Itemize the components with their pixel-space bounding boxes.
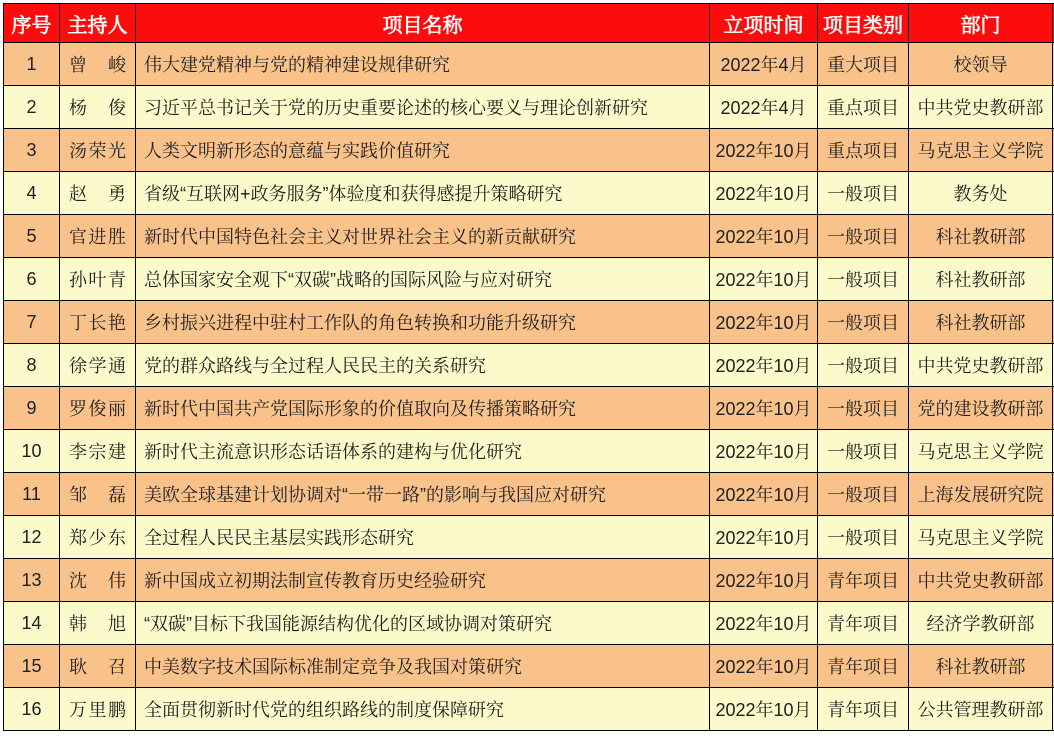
cell-dept: 中共党史教研部	[909, 344, 1053, 387]
cell-dept: 中共党史教研部	[909, 86, 1053, 129]
cell-date: 2022年4月	[710, 86, 818, 129]
cell-project: 人类文明新形态的意蕴与实践价值研究	[136, 129, 710, 172]
table-row	[4, 86, 1054, 129]
cell-category: 一般项目	[818, 172, 909, 215]
cell-project: 乡村振兴进程中驻村工作队的角色转换和功能升级研究	[136, 301, 710, 344]
header-cell-no: 序号	[4, 4, 60, 43]
table-row	[4, 172, 1054, 215]
cell-no: 13	[4, 559, 60, 602]
cell-category: 一般项目	[818, 473, 909, 516]
cell-no: 12	[4, 516, 60, 559]
cell-category: 一般项目	[818, 258, 909, 301]
table-row	[4, 258, 1054, 301]
cell-date: 2022年10月	[710, 344, 818, 387]
cell-dept: 校领导	[909, 43, 1053, 86]
table-row	[4, 43, 1054, 86]
cell-category: 一般项目	[818, 344, 909, 387]
cell-no: 6	[4, 258, 60, 301]
cell-dept: 马克思主义学院	[909, 430, 1053, 473]
cell-project: 新时代中国特色社会主义对世界社会主义的新贡献研究	[136, 215, 710, 258]
cell-dept: 党的建设教研部	[909, 387, 1053, 430]
cell-category: 重点项目	[818, 129, 909, 172]
cell-no: 7	[4, 301, 60, 344]
cell-date: 2022年10月	[710, 473, 818, 516]
cell-dept: 马克思主义学院	[909, 129, 1053, 172]
cell-host: 曾峻	[60, 43, 136, 86]
table-row	[4, 215, 1054, 258]
cell-project: 新中国成立初期法制宣传教育历史经验研究	[136, 559, 710, 602]
cell-date: 2022年10月	[710, 559, 818, 602]
cell-category: 青年项目	[818, 559, 909, 602]
projects-table	[3, 3, 1054, 731]
header-cell-host: 主持人	[60, 4, 136, 43]
cell-date: 2022年10月	[710, 430, 818, 473]
cell-host: 万里鹏	[60, 688, 136, 731]
cell-host: 杨俊	[60, 86, 136, 129]
cell-dept: 科社教研部	[909, 215, 1053, 258]
cell-project: 总体国家安全观下“双碳”战略的国际风险与应对研究	[136, 258, 710, 301]
cell-host: 官进胜	[60, 215, 136, 258]
table-row	[4, 430, 1054, 473]
cell-date: 2022年10月	[710, 301, 818, 344]
cell-category: 青年项目	[818, 602, 909, 645]
cell-category: 一般项目	[818, 430, 909, 473]
cell-dept: 马克思主义学院	[909, 516, 1053, 559]
header-cell-category: 项目类别	[818, 4, 909, 43]
cell-date: 2022年10月	[710, 688, 818, 731]
cell-category: 一般项目	[818, 215, 909, 258]
cell-project: 全面贯彻新时代党的组织路线的制度保障研究	[136, 688, 710, 731]
cell-dept: 上海发展研究院	[909, 473, 1053, 516]
cell-no: 3	[4, 129, 60, 172]
table-row	[4, 602, 1054, 645]
cell-host: 沈伟	[60, 559, 136, 602]
cell-date: 2022年10月	[710, 602, 818, 645]
cell-project: 伟大建党精神与党的精神建设规律研究	[136, 43, 710, 86]
cell-host: 郑少东	[60, 516, 136, 559]
cell-project: “双碳”目标下我国能源结构优化的区域协调对策研究	[136, 602, 710, 645]
cell-dept: 科社教研部	[909, 258, 1053, 301]
cell-dept: 公共管理教研部	[909, 688, 1053, 731]
projects-table-sheet	[3, 3, 1054, 731]
cell-project: 党的群众路线与全过程人民民主的关系研究	[136, 344, 710, 387]
cell-project: 新时代中国共产党国际形象的价值取向及传播策略研究	[136, 387, 710, 430]
cell-host: 徐学通	[60, 344, 136, 387]
cell-project: 中美数字技术国际标准制定竞争及我国对策研究	[136, 645, 710, 688]
cell-host: 赵勇	[60, 172, 136, 215]
cell-dept: 经济学教研部	[909, 602, 1053, 645]
cell-no: 15	[4, 645, 60, 688]
cell-host: 邹磊	[60, 473, 136, 516]
cell-date: 2022年10月	[710, 516, 818, 559]
cell-no: 9	[4, 387, 60, 430]
cell-no: 16	[4, 688, 60, 731]
cell-date: 2022年10月	[710, 387, 818, 430]
cell-date: 2022年10月	[710, 645, 818, 688]
cell-dept: 中共党史教研部	[909, 559, 1053, 602]
cell-host: 韩旭	[60, 602, 136, 645]
cell-host: 李宗建	[60, 430, 136, 473]
table-row	[4, 301, 1054, 344]
table-row	[4, 559, 1054, 602]
cell-project: 全过程人民民主基层实践形态研究	[136, 516, 710, 559]
cell-host: 罗俊丽	[60, 387, 136, 430]
cell-no: 5	[4, 215, 60, 258]
header-cell-date: 立项时间	[710, 4, 818, 43]
cell-category: 一般项目	[818, 387, 909, 430]
cell-no: 8	[4, 344, 60, 387]
cell-host: 汤荣光	[60, 129, 136, 172]
cell-no: 4	[4, 172, 60, 215]
cell-dept: 科社教研部	[909, 301, 1053, 344]
cell-project: 美欧全球基建计划协调对“一带一路”的影响与我国应对研究	[136, 473, 710, 516]
cell-project: 新时代主流意识形态话语体系的建构与优化研究	[136, 430, 710, 473]
cell-no: 14	[4, 602, 60, 645]
table-row	[4, 344, 1054, 387]
cell-project: 省级“互联网+政务服务”体验度和获得感提升策略研究	[136, 172, 710, 215]
table-body	[4, 43, 1054, 731]
table-row	[4, 473, 1054, 516]
cell-date: 2022年10月	[710, 129, 818, 172]
cell-dept: 教务处	[909, 172, 1053, 215]
table-row	[4, 516, 1054, 559]
cell-category: 重点项目	[818, 86, 909, 129]
table-header	[4, 4, 1054, 43]
cell-no: 10	[4, 430, 60, 473]
cell-host: 丁长艳	[60, 301, 136, 344]
cell-category: 重大项目	[818, 43, 909, 86]
table-row	[4, 387, 1054, 430]
cell-date: 2022年10月	[710, 215, 818, 258]
cell-category: 青年项目	[818, 688, 909, 731]
cell-no: 1	[4, 43, 60, 86]
header-cell-project: 项目名称	[136, 4, 710, 43]
cell-no: 11	[4, 473, 60, 516]
cell-dept: 科社教研部	[909, 645, 1053, 688]
table-row	[4, 645, 1054, 688]
cell-host: 耿召	[60, 645, 136, 688]
table-row	[4, 129, 1054, 172]
cell-date: 2022年10月	[710, 172, 818, 215]
cell-category: 一般项目	[818, 516, 909, 559]
cell-date: 2022年10月	[710, 258, 818, 301]
cell-project: 习近平总书记关于党的历史重要论述的核心要义与理论创新研究	[136, 86, 710, 129]
cell-no: 2	[4, 86, 60, 129]
cell-date: 2022年4月	[710, 43, 818, 86]
cell-category: 一般项目	[818, 301, 909, 344]
cell-category: 青年项目	[818, 645, 909, 688]
header-row	[4, 4, 1054, 43]
header-cell-dept: 部门	[909, 4, 1053, 43]
table-row	[4, 688, 1054, 731]
cell-host: 孙叶青	[60, 258, 136, 301]
